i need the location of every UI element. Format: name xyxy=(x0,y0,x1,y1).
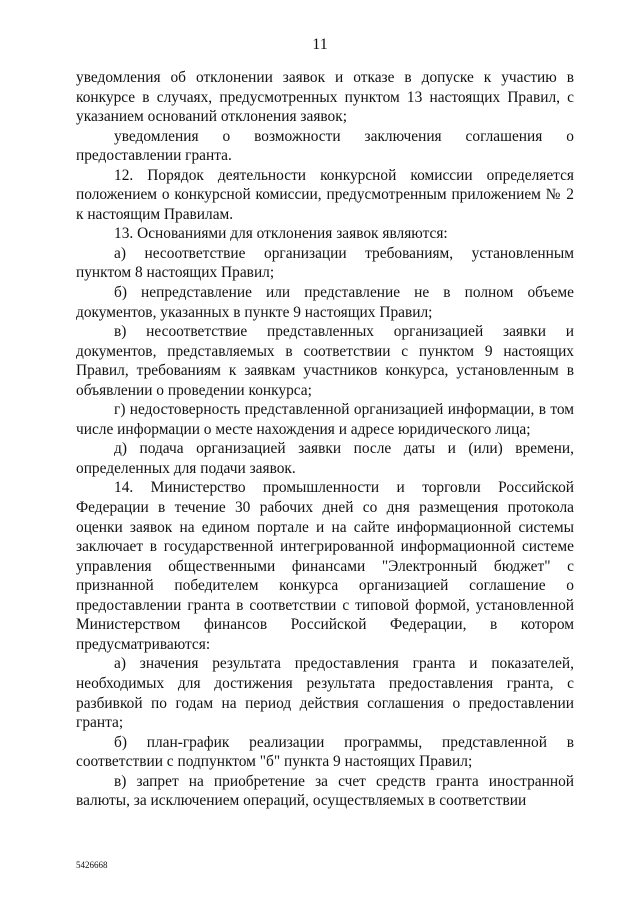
paragraph: 12. Порядок деятельности конкурсной комиссии определяется положением о конкурсной комиссии, предусмотренным приложением № 2 к настоящим Правилам. xyxy=(76,166,574,223)
paragraph: 14. Министерство промышленности и торговли Российской Федерации в течение 30 рабочих дней со дня размещения протокола оценки заявок на едином портале и на сайте информационной системы заключает в государственной интегрированной информационной системе управления общественными финансами "Электронный бюджет" с признанной победителем конкурса организацией соглашение о предоставлении гранта в соответствии с типовой формой, установленной Министерством финансов Российской Федерации, в котором предусматриваются: xyxy=(76,479,574,653)
paragraph: а) несоответствие организации требованиям, установленным пунктом 8 настоящих Правил; xyxy=(76,244,574,282)
paragraph: г) недостоверность представленной организацией информации, в том числе информации о месте нахождения и адресе юридического лица; xyxy=(76,401,574,438)
document-code: 5426668 xyxy=(76,860,108,870)
paragraph: д) подача организацией заявки после даты и (или) времени, определенных для подачи заявок. xyxy=(76,440,574,477)
paragraph: б) непредставление или представление не в полном объеме документов, указанных в пункте 9 настоящих Правил; xyxy=(76,284,574,321)
document-body xyxy=(76,68,574,811)
paragraph: 13. Основаниями для отклонения заявок являются: xyxy=(114,225,448,243)
paragraph: в) несоответствие представленных организацией заявки и документов, представляемых в соответствии с пунктом 9 настоящих Правил, требованиям к заявкам участников конкурса, установленным в объявлении о проведении конкурса; xyxy=(76,323,574,399)
paragraph: уведомления об отклонении заявок и отказе в допуске к участию в конкурсе в случаях, предусмотренных пунктом 13 настоящих Правил, с указанием оснований отклонения заявок; xyxy=(76,69,574,126)
paragraph: уведомления о возможности заключения соглашения о предоставлении гранта. xyxy=(76,127,574,165)
paragraph: б) план-график реализации программы, представленной в соответствии с подпунктом "б" пункта 9 настоящих Правил; xyxy=(76,733,574,771)
paragraph: а) значения результата предоставления гранта и показателей, необходимых для достижения результата предоставления гранта, с разбивкой по годам на период действия соглашения о предоставлении гранта; xyxy=(76,655,574,732)
paragraph: в) запрет на приобретение за счет средств гранта иностранной валюты, за исключением операций, осуществляемых в соответствии xyxy=(76,772,574,810)
page-number: 11 xyxy=(312,36,328,53)
